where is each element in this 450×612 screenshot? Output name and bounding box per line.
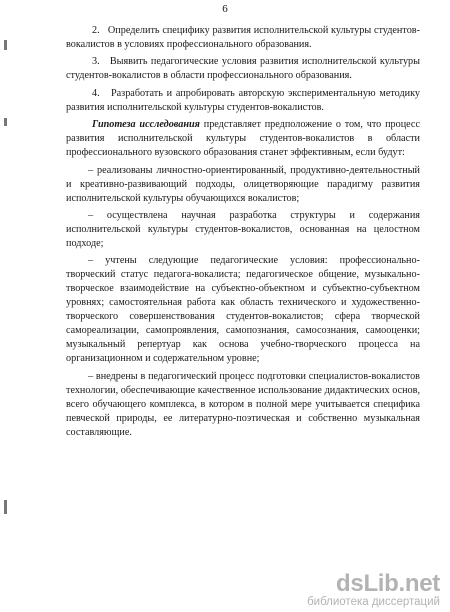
condition-item: – осуществлена научная разработка структуры и содержания исполнительской культуры студентов-вокалистов, основанная на целостном подходе; bbox=[66, 209, 420, 249]
condition-item: – внедрены в педагогический процесс подготовки специалистов-вокалистов технологии, обеспечивающие качественное использование дидактических основ, всего обучающего комплекса, в котором в полной мере учитывается специфика певческой природы, ее литературно-поэтическая и собственно музыкальная составляющие. bbox=[66, 370, 420, 438]
document-body bbox=[66, 24, 420, 443]
hypothesis-text: представляет предположение о том, что процесс развития исполнительской культуры студентов-вокалистов в области профессионального вузовского образования станет эффективным, если будут: bbox=[66, 119, 420, 159]
task-item-2: 2. Определить специфику развития исполнительской культуры студентов-вокалистов в условиях профессионального образования. bbox=[66, 25, 420, 50]
watermark-logo: dsLib.net bbox=[336, 569, 440, 597]
scan-margin-mark bbox=[4, 500, 7, 514]
hypothesis-paragraph bbox=[66, 118, 420, 160]
watermark-tagline: библиотека диссертаций bbox=[307, 595, 440, 608]
scan-margin-mark bbox=[4, 40, 7, 50]
task-item-3: 3. Выявить педагогические условия развития исполнительской культуры студентов-вокалистов в области профессионального образования. bbox=[66, 56, 420, 82]
condition-item: – реализованы личностно-ориентированный, продуктивно-деятельностный и креативно-развивающий подходы, олицетворяющие парадигму развития исполнительской культуры обучающихся вокалистов; bbox=[66, 164, 420, 204]
task-item-4: 4. Разработать и апробировать авторскую экспериментальную методику развития исполнительской культуры студентов-вокалистов. bbox=[66, 87, 420, 113]
page-number: 6 bbox=[222, 3, 228, 15]
condition-item: – учтены следующие педагогические условия: профессионально-творческий статус педагога-вокалиста; педагогическое общение, музыкально-творческое взаимодействие на субъектно-объектном и субъектно-субъектном уровнях; самостоятельная работа как область технического и художественно-творческого совершенствования студентов-вокалистов; сфера творческой самореализации, самопроявления, самопознания, самосознания, самооценки; музыкальный репертуар как основа учебно-творческого процесса на организационном и содержательном уровне; bbox=[66, 255, 420, 365]
hypothesis-label: Гипотеза исследования bbox=[92, 119, 200, 131]
scan-margin-mark bbox=[4, 118, 7, 126]
watermark bbox=[307, 569, 440, 609]
